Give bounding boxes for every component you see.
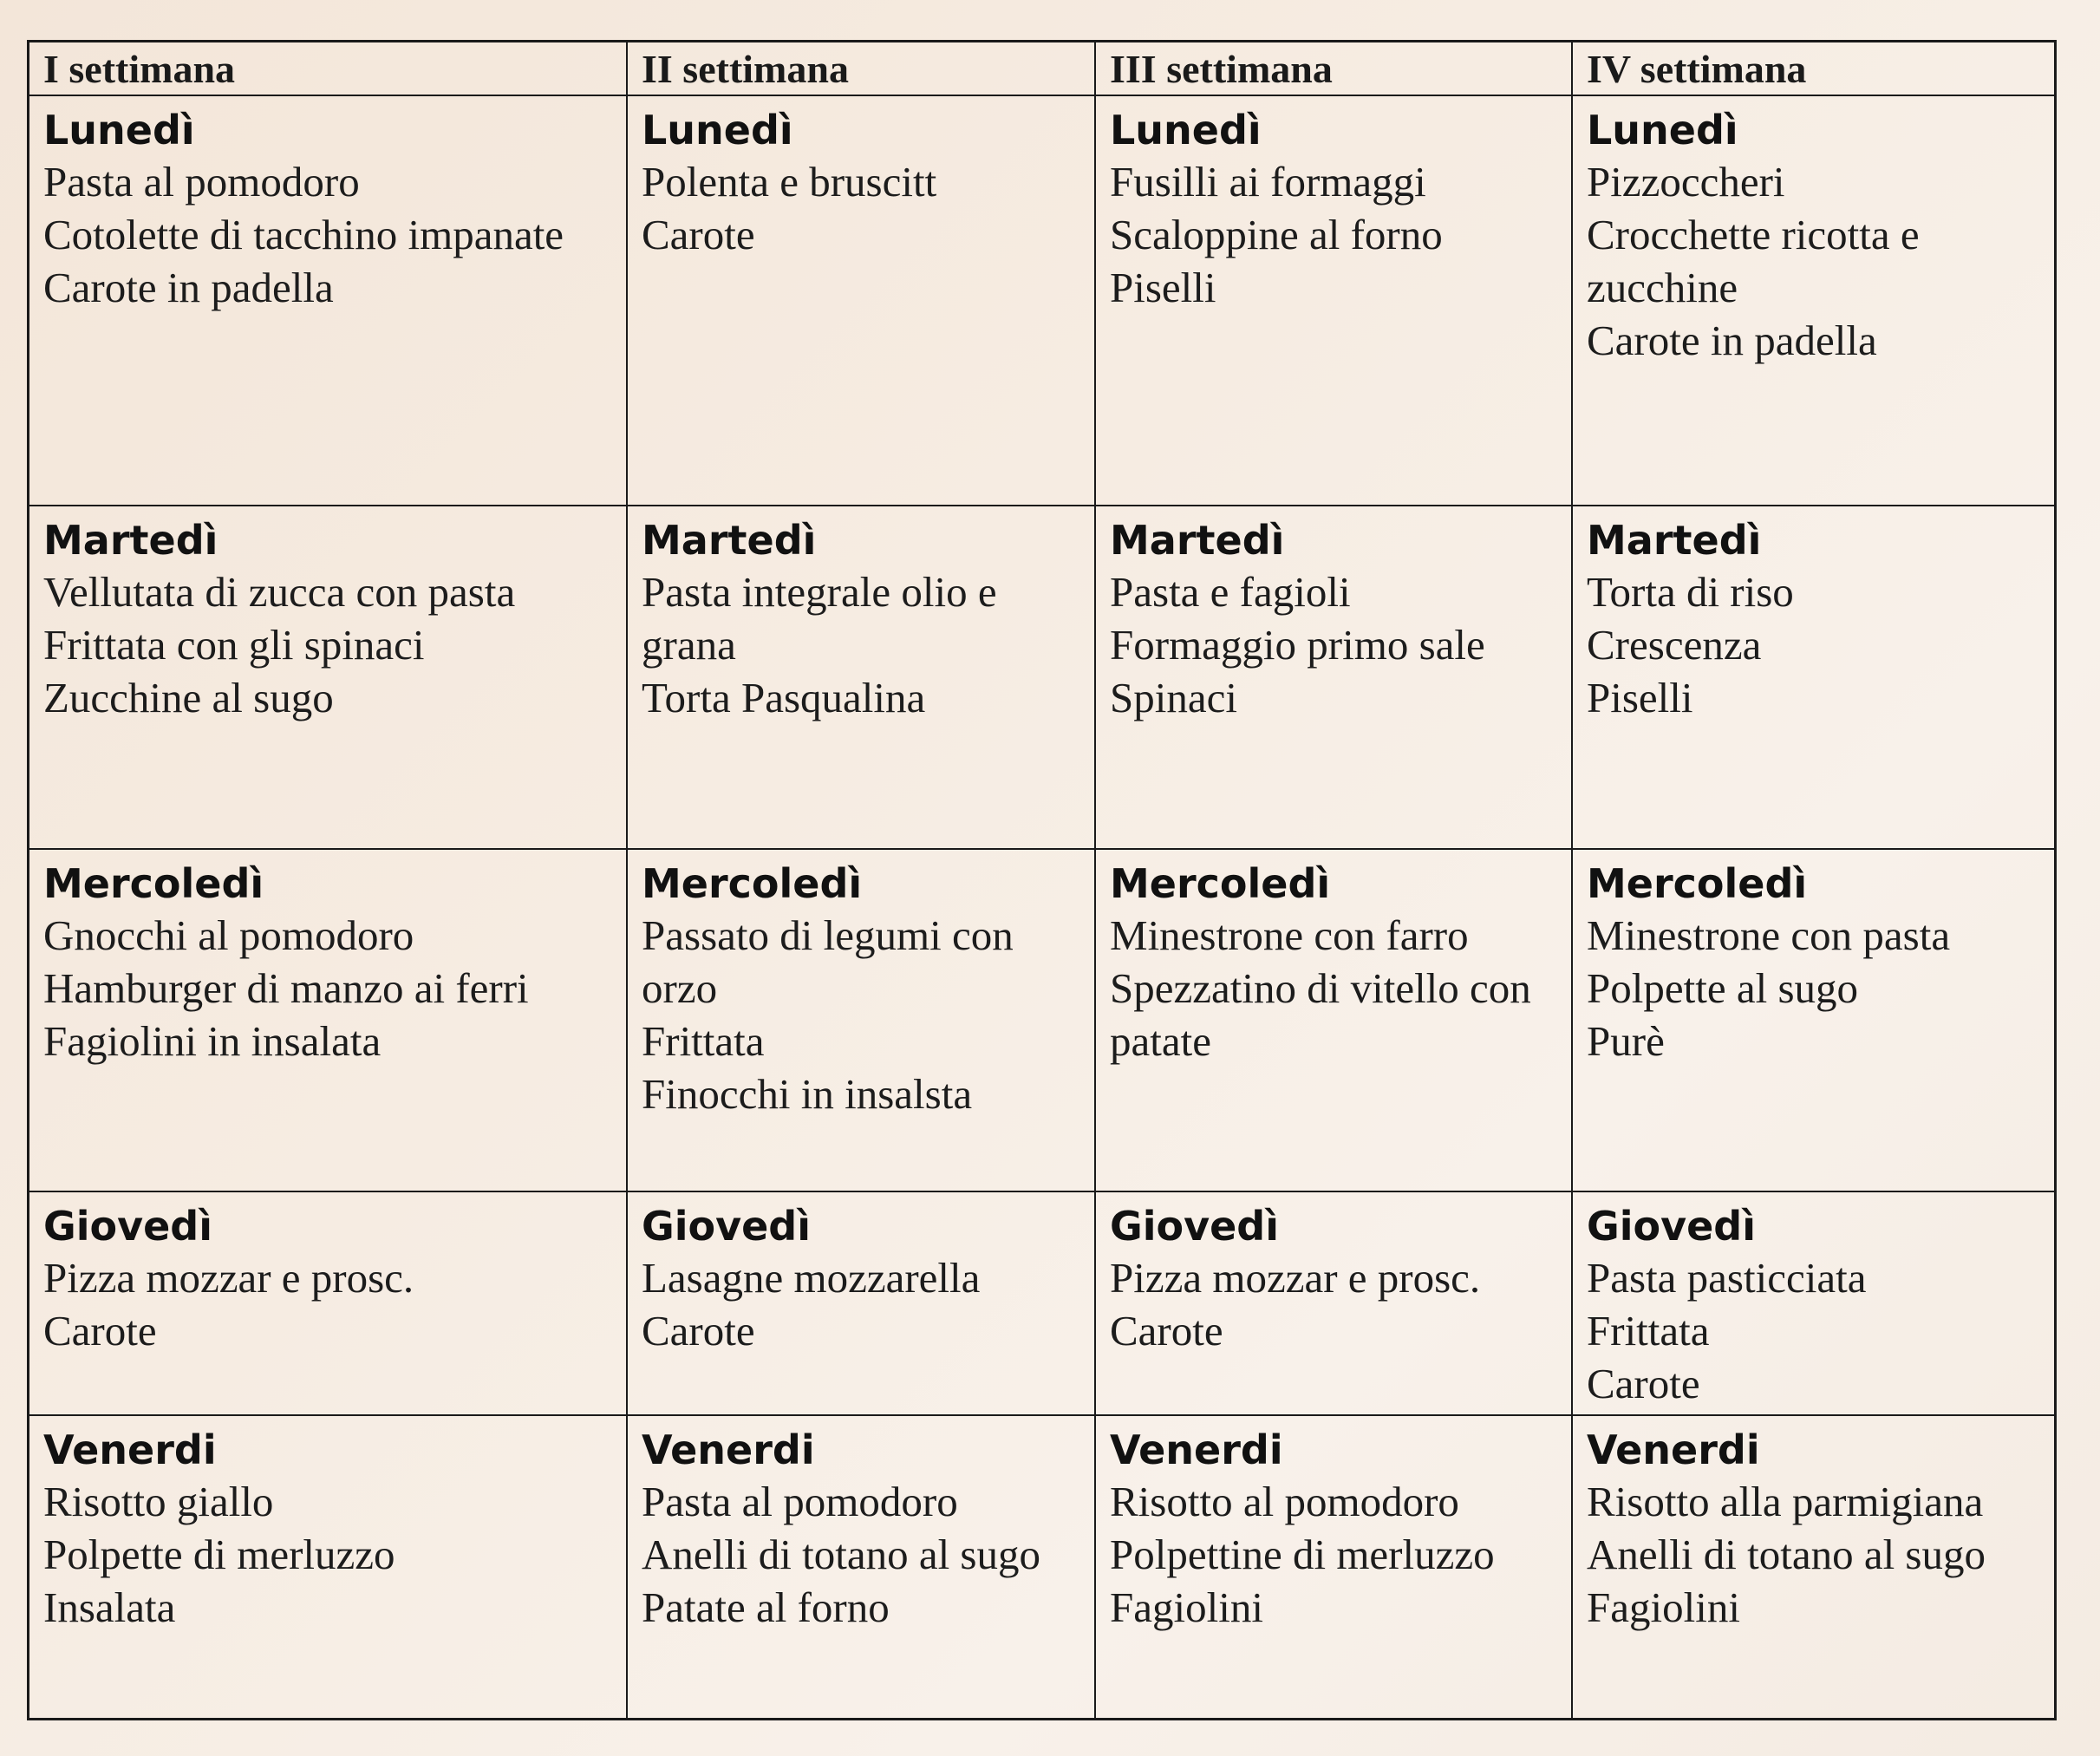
dish: Insalata (43, 1583, 176, 1631)
dish: Piselli (1587, 674, 1693, 721)
dish: Frittata (642, 1017, 765, 1065)
dish: Formaggio primo sale (1110, 621, 1485, 669)
dish: Purè (1587, 1017, 1665, 1065)
dish: Passato di legumi con orzo (642, 911, 1014, 1012)
dish: Zucchine al sugo (43, 674, 334, 721)
day-name: Martedì (43, 517, 218, 564)
week-header-3: III settimana (1096, 42, 1573, 96)
menu-cell (1096, 1192, 1573, 1416)
day-name: Lunedì (642, 107, 793, 153)
dish: Pasta al pomodoro (43, 158, 360, 206)
dish: Torta Pasqualina (642, 674, 926, 721)
dish: Spinaci (1110, 674, 1237, 721)
dish: Pasta pasticciata (1587, 1254, 1867, 1302)
dish: Spezzatino di vitello con patate (1110, 964, 1531, 1065)
day-name: Martedì (1110, 517, 1285, 564)
day-name: Venerdi (43, 1426, 217, 1473)
dish: Fagiolini in insalata (43, 1017, 382, 1065)
dish: Carote (1110, 1307, 1223, 1355)
dish: Pasta al pomodoro (642, 1478, 958, 1525)
menu-cell (1573, 1192, 2054, 1416)
dish: Frittata (1587, 1307, 1710, 1355)
menu-cell (29, 1416, 628, 1718)
menu-cell (628, 96, 1096, 506)
dish: Fagiolini (1110, 1583, 1263, 1631)
menu-cell (29, 850, 628, 1192)
day-name: Giovedì (1587, 1203, 1757, 1250)
day-name: Venerdi (1110, 1426, 1283, 1473)
dish: Fagiolini (1587, 1583, 1740, 1631)
dish: Polpette al sugo (1587, 964, 1859, 1012)
menu-cell (1573, 506, 2054, 850)
dish: Pizza mozzar e prosc. (1110, 1254, 1481, 1302)
day-name: Giovedì (1110, 1203, 1280, 1250)
day-name: Lunedì (1587, 107, 1738, 153)
day-name: Mercoledì (642, 860, 863, 907)
dish: Piselli (1110, 264, 1216, 311)
dish: Crescenza (1587, 621, 1762, 669)
dish: Torta di riso (1587, 568, 1794, 616)
dish: Anelli di totano al sugo (642, 1531, 1040, 1578)
dish: Pasta e fagioli (1110, 568, 1351, 616)
day-name: Mercoledì (43, 860, 264, 907)
menu-cell (29, 1192, 628, 1416)
menu-cell (1096, 1416, 1573, 1718)
dish: Cotolette di tacchino impanate (43, 211, 564, 258)
dish: Minestrone con pasta (1587, 911, 1951, 959)
menu-cell (1573, 850, 2054, 1192)
dish: Risotto giallo (43, 1478, 274, 1525)
week-header-2: II settimana (628, 42, 1096, 96)
dish: Pizzoccheri (1587, 158, 1785, 206)
day-name: Giovedì (642, 1203, 812, 1250)
menu-cell (628, 1416, 1096, 1718)
dish: Carote in padella (43, 264, 334, 311)
dish: Carote in padella (1587, 317, 1877, 364)
day-name: Venerdi (642, 1426, 815, 1473)
menu-cell (29, 506, 628, 850)
dish: Lasagne mozzarella (642, 1254, 981, 1302)
menu-cell (1096, 850, 1573, 1192)
dish: Anelli di totano al sugo (1587, 1531, 1986, 1578)
dish: Frittata con gli spinaci (43, 621, 425, 669)
dish: Carote (43, 1307, 157, 1355)
dish: Patate al forno (642, 1583, 890, 1631)
dish: Polpette di merluzzo (43, 1531, 395, 1578)
day-name: Mercoledì (1110, 860, 1331, 907)
menu-cell (628, 850, 1096, 1192)
dish: Fusilli ai formaggi (1110, 158, 1426, 206)
dish: Crocchette ricotta e zucchine (1587, 211, 1920, 311)
week-header-1: I settimana (29, 42, 628, 96)
week-header-4: IV settimana (1573, 42, 2054, 96)
dish: Carote (642, 1307, 755, 1355)
day-name: Venerdi (1587, 1426, 1760, 1473)
dish: Pasta integrale olio e grana (642, 568, 997, 669)
dish: Carote (1587, 1360, 1700, 1407)
dish: Polenta e bruscitt (642, 158, 937, 206)
day-name: Lunedì (1110, 107, 1262, 153)
dish: Carote (642, 211, 755, 258)
dish: Risotto al pomodoro (1110, 1478, 1459, 1525)
dish: Gnocchi al pomodoro (43, 911, 414, 959)
dish: Finocchi in insalsta (642, 1070, 973, 1118)
menu-cell (1096, 506, 1573, 850)
dish: Risotto alla parmigiana (1587, 1478, 1984, 1525)
menu-table (27, 40, 2057, 1720)
menu-cell (29, 96, 628, 506)
day-name: Mercoledì (1587, 860, 1808, 907)
menu-cell (628, 1192, 1096, 1416)
dish: Minestrone con farro (1110, 911, 1469, 959)
day-name: Martedì (1587, 517, 1762, 564)
dish: Scaloppine al forno (1110, 211, 1443, 258)
menu-cell (1096, 96, 1573, 506)
dish: Vellutata di zucca con pasta (43, 568, 516, 616)
menu-cell (1573, 1416, 2054, 1718)
day-name: Martedì (642, 517, 817, 564)
dish: Hamburger di manzo ai ferri (43, 964, 529, 1012)
dish: Polpettine di merluzzo (1110, 1531, 1495, 1578)
menu-cell (1573, 96, 2054, 506)
menu-cell (628, 506, 1096, 850)
day-name: Giovedì (43, 1203, 213, 1250)
dish: Pizza mozzar e prosc. (43, 1254, 414, 1302)
day-name: Lunedì (43, 107, 195, 153)
